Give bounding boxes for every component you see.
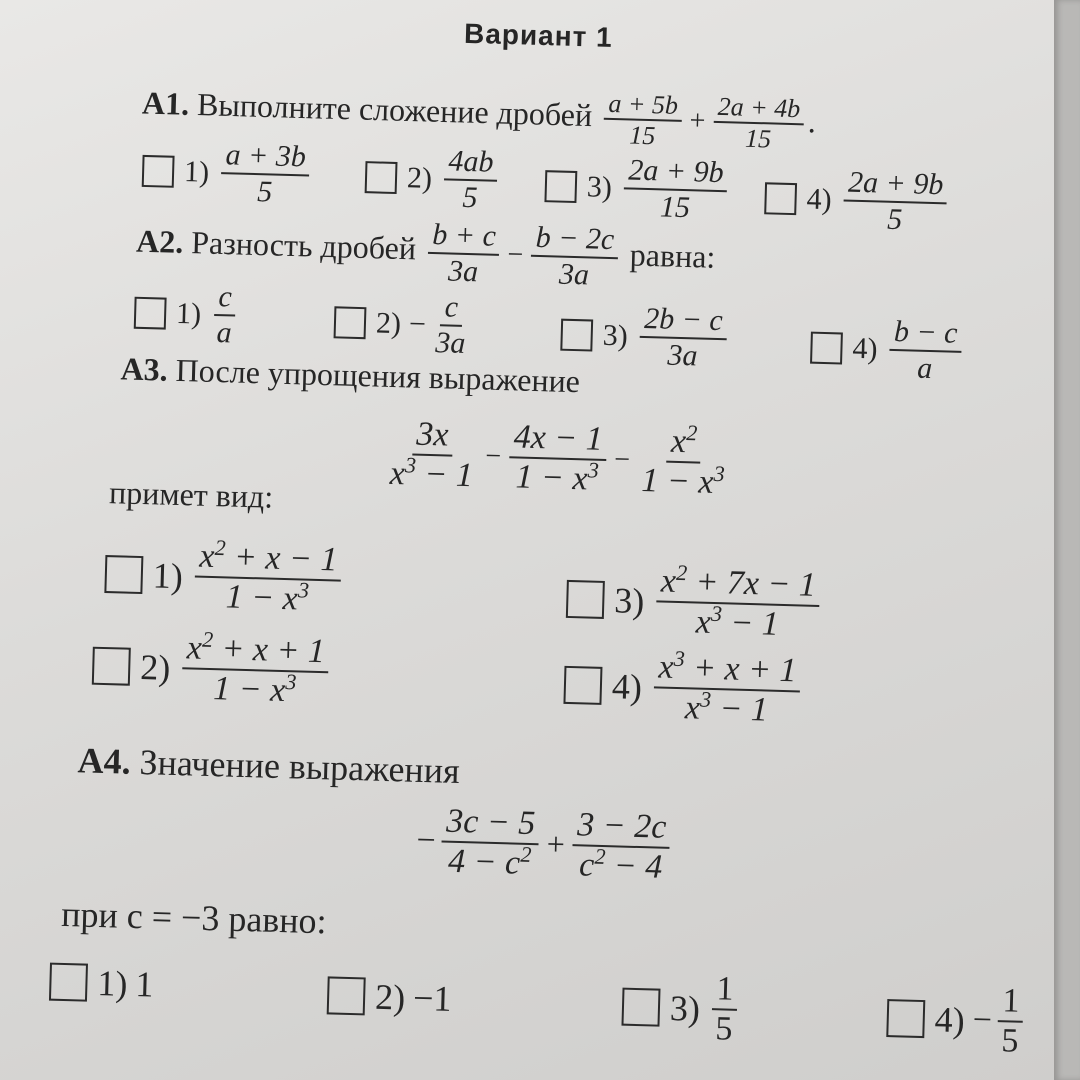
checkbox[interactable] — [563, 666, 602, 705]
question-a1-fraction-2: $\frac{2a + 4b}{15}$ — [713, 93, 805, 154]
a4-option-2[interactable]: 2) −1 — [327, 974, 452, 1019]
checkbox[interactable] — [365, 161, 398, 194]
a3-option-1[interactable]: 1) $\frac{x^2 + x - 1}{1 - x^3}$ — [104, 536, 346, 618]
a4-option-4[interactable]: 4) − $\frac{1}{5}$ — [886, 980, 1028, 1059]
checkbox[interactable] — [621, 987, 660, 1026]
question-a1: А1. Выполните сложение дробей $\frac{a + 5b}{15}$ + $\frac{2a + 4b}{15}$ . — [141, 84, 817, 154]
a2-option-4[interactable]: 4) $\frac{b - c}{a}$ — [810, 314, 966, 385]
a1-option-1[interactable]: 1) $\frac{a + 3b}{5}$ — [141, 137, 314, 209]
question-a2-fraction-1: $\frac{b + c}{3a}$ — [427, 219, 500, 288]
question-a4: А4. Значение выражения — [77, 740, 461, 791]
period: . — [807, 103, 817, 140]
question-a1-label: А1 — [141, 84, 182, 122]
a4-expression: − $\frac{3c - 5}{4 - c^2}$ + $\frac{3 - 2c}{c^2 - 4}$ — [416, 803, 675, 886]
a1-option-2[interactable]: 2) $\frac{4ab}{5}$ — [364, 143, 502, 214]
checkbox[interactable] — [134, 296, 167, 329]
checkbox[interactable] — [92, 646, 131, 685]
worksheet — [5, 0, 1065, 1080]
a3-option-4[interactable]: 4) $\frac{x^3 + x + 1}{x^3 - 1}$ — [563, 647, 805, 729]
checkbox[interactable] — [544, 170, 577, 203]
question-a2-fraction-2: $\frac{b - 2c}{3a}$ — [530, 222, 618, 291]
question-a1-text: Выполните сложение дробей — [196, 86, 593, 134]
question-a4-tail: при c = −3 равно: — [60, 893, 328, 942]
variant-title: Вариант 1 — [463, 17, 614, 53]
checkbox[interactable] — [810, 331, 843, 364]
checkbox[interactable] — [560, 318, 593, 351]
question-a2: А2. Разность дробей $\frac{b + c}{3a}$ − $\frac{b - 2c}{3a}$ равна: — [135, 218, 716, 291]
question-a4-label: А4 — [77, 740, 123, 782]
checkbox[interactable] — [886, 999, 925, 1038]
question-a3-label: А3 — [120, 350, 161, 388]
checkbox[interactable] — [142, 154, 175, 187]
a3-option-3[interactable]: 3) $\frac{x^2 + 7x - 1}{x^3 - 1}$ — [565, 561, 824, 644]
question-a3: А3. После упрощения выражение — [120, 350, 581, 400]
question-a2-label: А2 — [135, 222, 176, 260]
question-a2-text: Разность дробей — [190, 224, 417, 267]
a2-option-3[interactable]: 3) $\frac{2b - c}{3a}$ — [560, 301, 731, 373]
a2-option-1[interactable]: 1) $\frac{c}{a}$ — [133, 279, 241, 349]
question-a2-tail: равна: — [629, 236, 716, 275]
checkbox[interactable] — [566, 580, 605, 619]
checkbox[interactable] — [334, 306, 367, 339]
plus-sign: + — [689, 105, 706, 137]
a3-expression: $\frac{3x}{x^3 - 1}$ − $\frac{4x - 1}{1 - x^3}$ − $\frac{x^2}{1 - x^3}$ — [389, 415, 726, 501]
a4-option-1[interactable]: 1) 1 — [49, 961, 154, 1006]
a2-option-2[interactable]: 2) − $\frac{c}{3a}$ — [333, 288, 475, 359]
question-a3-tail: примет вид: — [108, 474, 274, 515]
question-a1-fraction-1: $\frac{a + 5b}{15}$ — [603, 90, 682, 151]
a3-option-2[interactable]: 2) $\frac{x^2 + x + 1}{1 - x^3}$ — [91, 628, 333, 710]
a4-option-3[interactable]: 3) $\frac{1}{5}$ — [621, 969, 742, 1048]
checkbox[interactable] — [104, 555, 143, 594]
minus-sign: − — [507, 238, 524, 271]
question-a4-text: Значение выражения — [139, 742, 461, 791]
a1-option-4[interactable]: 4) $\frac{2a + 9b}{5}$ — [764, 164, 952, 236]
question-a3-text: После упрощения выражение — [175, 351, 581, 400]
checkbox[interactable] — [764, 182, 797, 215]
a1-option-3[interactable]: 3) $\frac{2a + 9b}{15}$ — [544, 152, 732, 224]
checkbox[interactable] — [327, 976, 366, 1015]
checkbox[interactable] — [49, 963, 88, 1002]
